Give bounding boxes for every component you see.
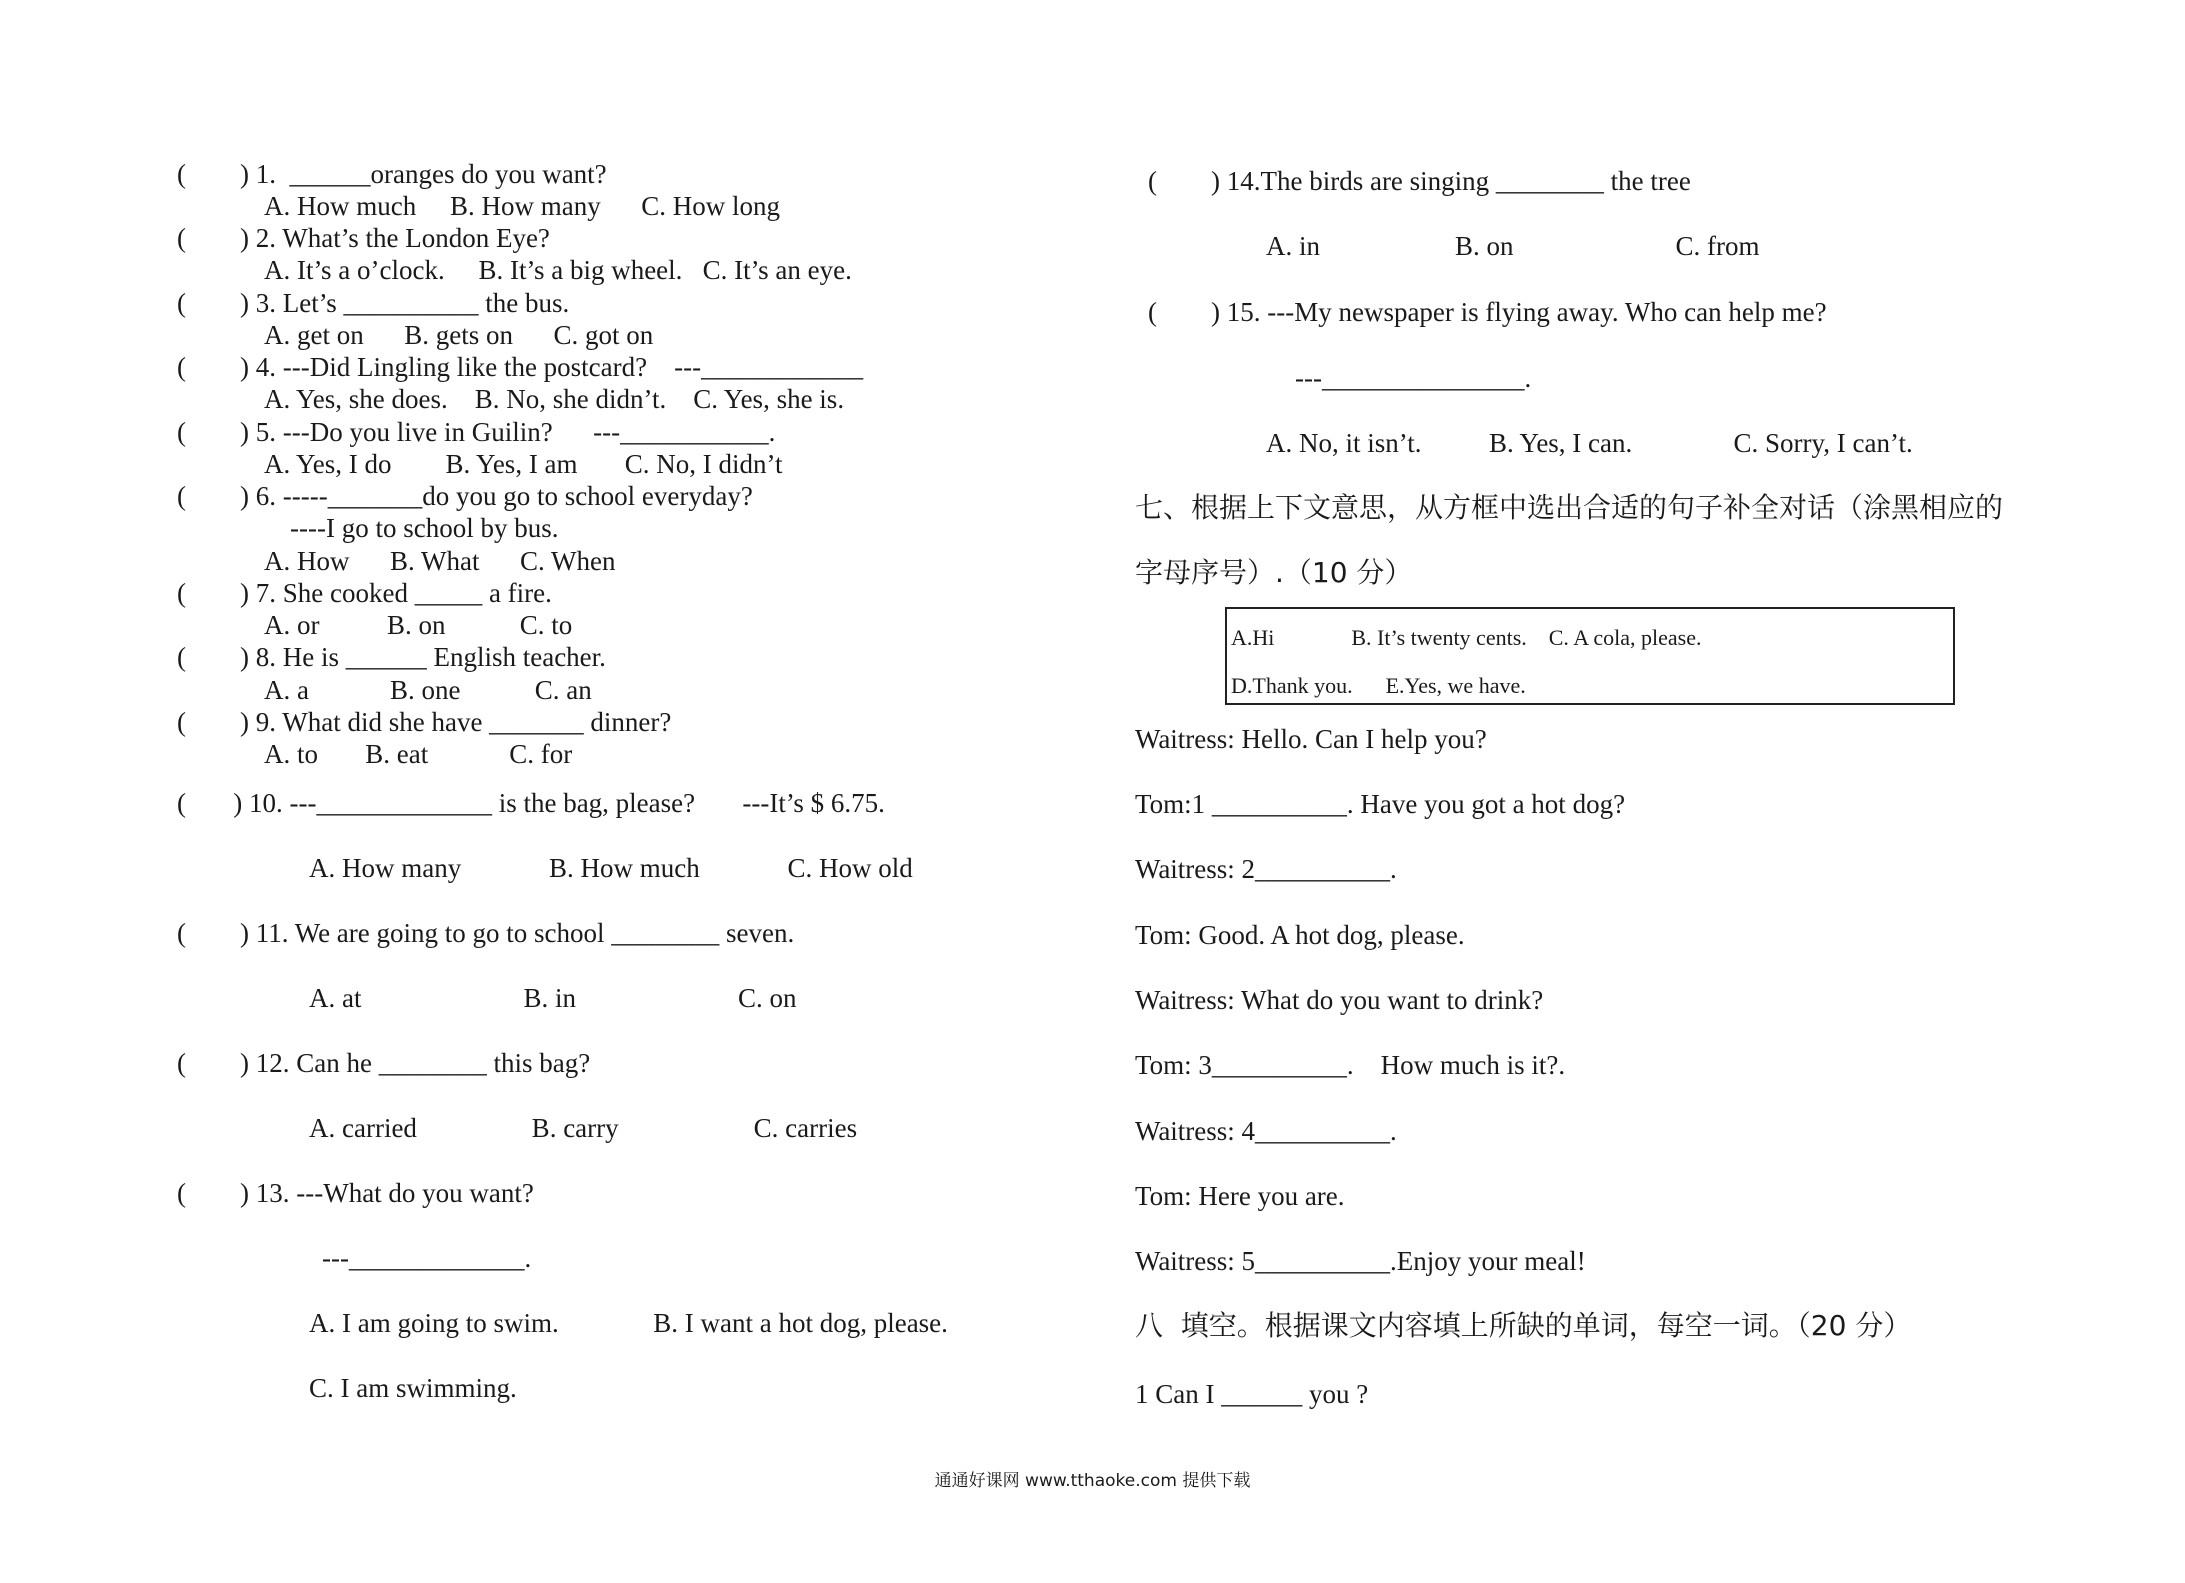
question-13-options-row1: A. I am going to swim. B. I want a hot dog, please. [309, 1308, 948, 1338]
question-9: ( ) 9. What did she have _______ dinner? [177, 707, 672, 737]
question-6: ( ) 6. -----_______do you go to school everyday? [177, 481, 753, 511]
question-8-options: A. a B. one C. an [264, 675, 592, 705]
question-10-options: A. How many B. How much C. How old [309, 853, 913, 883]
dialogue-line-6: Tom: 3__________. How much is it?. [1135, 1050, 1566, 1080]
question-13-answer-line: ---_____________. [322, 1243, 532, 1273]
question-14-options: A. in B. on C. from [1266, 231, 1760, 261]
question-13: ( ) 13. ---What do you want? [177, 1178, 534, 1208]
question-6-answer-line: ----I go to school by bus. [290, 513, 559, 543]
question-15-answer-line: ---_______________. [1295, 363, 1532, 393]
question-14: ( ) 14.The birds are singing ________ the tree [1148, 166, 1691, 196]
dialogue-line-4: Tom: Good. A hot dog, please. [1135, 920, 1465, 950]
question-3: ( ) 3. Let’s __________ the bus. [177, 288, 570, 318]
dialogue-line-9: Waitress: 5__________.Enjoy your meal! [1135, 1246, 1586, 1276]
options-box-line-1: A.Hi B. It’s twenty cents. C. A cola, please. [1231, 625, 1702, 650]
question-1-options: A. How much B. How many C. How long [264, 191, 780, 221]
dialogue-line-2: Tom:1 __________. Have you got a hot dog? [1135, 789, 1626, 819]
question-2-options: A. It’s a o’clock. B. It’s a big wheel. C. It’s an eye. [264, 255, 852, 285]
question-1: ( ) 1. ______oranges do you want? [177, 159, 607, 189]
question-12-options: A. carried B. carry C. carries [309, 1113, 858, 1143]
question-3-options: A. get on B. gets on C. got on [264, 320, 654, 350]
question-6-options: A. How B. What C. When [264, 546, 616, 576]
dialogue-line-1: Waitress: Hello. Can I help you? [1135, 724, 1487, 754]
dialogue-line-8: Tom: Here you are. [1135, 1181, 1345, 1211]
options-box-line-2: D.Thank you. E.Yes, we have. [1231, 673, 1526, 698]
question-8: ( ) 8. He is ______ English teacher. [177, 642, 606, 672]
dialogue-line-3: Waitress: 2__________. [1135, 854, 1397, 884]
question-15-options: A. No, it isn’t. B. Yes, I can. C. Sorry, I can’t. [1266, 428, 1913, 458]
question-11-options: A. at B. in C. on [309, 983, 797, 1013]
question-4: ( ) 4. ---Did Lingling like the postcard? ---____________ [177, 352, 864, 382]
question-7: ( ) 7. She cooked _____ a fire. [177, 578, 552, 608]
dialogue-line-7: Waitress: 4__________. [1135, 1116, 1397, 1146]
question-12: ( ) 12. Can he ________ this bag? [177, 1048, 591, 1078]
page-footer: 通通好课网 www.tthaoke.com 提供下载 [934, 1471, 1251, 1491]
question-11: ( ) 11. We are going to go to school ________ seven. [177, 918, 795, 948]
dialogue-line-5: Waitress: What do you want to drink? [1135, 985, 1544, 1015]
question-10: ( ) 10. ---_____________ is the bag, please? ---It’s $ 6.75. [177, 788, 885, 818]
section-7-heading: 七、根据上下文意思，从方框中选出合适的句子补全对话（涂黑相应的 [1135, 491, 2004, 524]
answer-options-box [1225, 607, 1955, 705]
question-5: ( ) 5. ---Do you live in Guilin? ---___________. [177, 417, 776, 447]
question-9-options: A. to B. eat C. for [264, 739, 573, 769]
section-8-heading: 八 填空。根据课文内容填上所缺的单词，每空一词。（20 分） [1135, 1309, 1912, 1342]
fill-blank-1: 1 Can I ______ you ? [1135, 1379, 1369, 1409]
question-13-options-row2: C. I am swimming. [309, 1373, 517, 1403]
question-4-options: A. Yes, she does. B. No, she didn’t. C. Yes, she is. [264, 384, 845, 414]
question-2: ( ) 2. What’s the London Eye? [177, 223, 550, 253]
question-5-options: A. Yes, I do B. Yes, I am C. No, I didn’t [264, 449, 783, 479]
section-7-heading-cont: 字母序号）.（10 分） [1135, 556, 1413, 589]
question-15: ( ) 15. ---My newspaper is flying away. Who can help me? [1148, 297, 1827, 327]
question-7-options: A. or B. on C. to [264, 610, 573, 640]
